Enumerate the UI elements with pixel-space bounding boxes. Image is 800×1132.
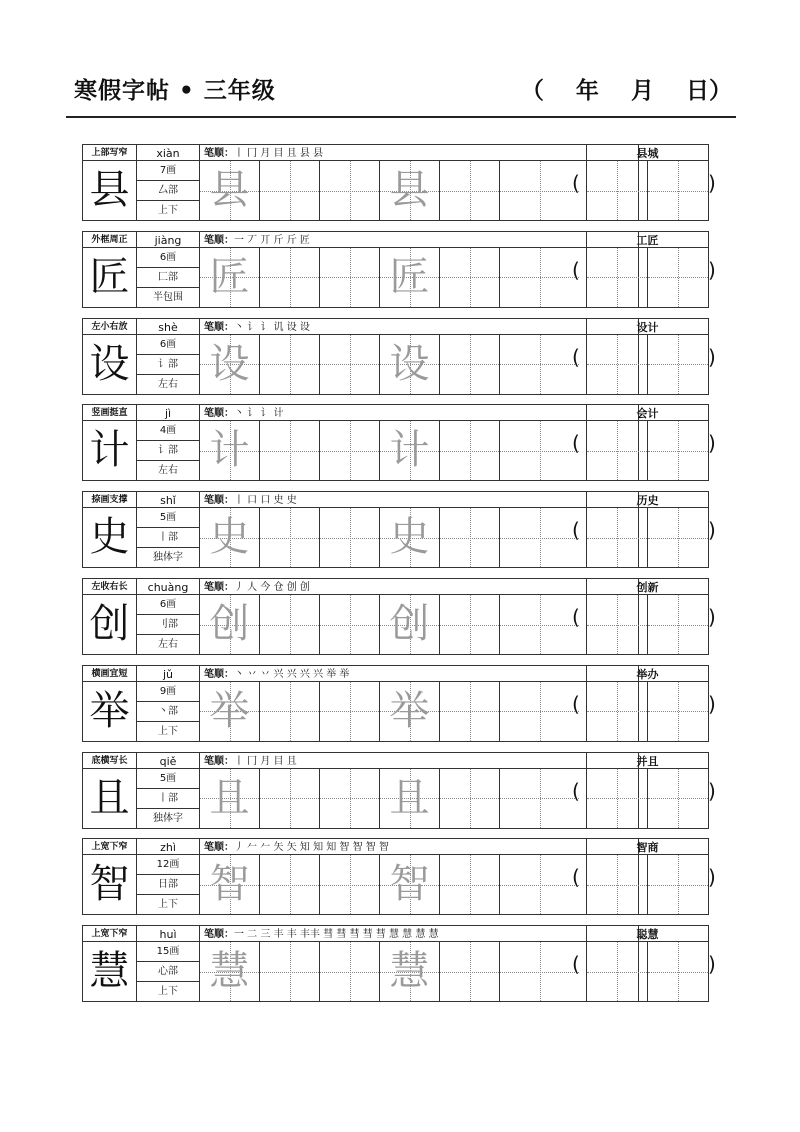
open-paren: ( bbox=[572, 344, 580, 369]
practice-cell[interactable] bbox=[500, 942, 579, 1001]
trace-cell[interactable] bbox=[380, 595, 440, 654]
word-cell[interactable] bbox=[648, 508, 708, 567]
radical: 讠部 bbox=[137, 355, 199, 375]
close-paren: ) bbox=[708, 518, 716, 543]
structure: 上下 bbox=[158, 899, 178, 911]
trace-character: 县 bbox=[389, 167, 430, 213]
radical: 刂部 bbox=[137, 615, 199, 635]
trace-character: 史 bbox=[389, 514, 430, 561]
stroke-order-label: 笔顺： bbox=[204, 234, 234, 246]
word-cell[interactable] bbox=[648, 855, 708, 914]
practice-cell[interactable] bbox=[260, 595, 320, 654]
structure: 上下 bbox=[158, 986, 178, 998]
word-label: 历史 bbox=[586, 491, 709, 508]
word-cell[interactable] bbox=[648, 769, 708, 828]
stroke-order-sequence: 丶 讠 讠 计 bbox=[234, 408, 284, 420]
trace-character: 且 bbox=[389, 774, 430, 821]
practice-cell[interactable] bbox=[440, 942, 500, 1001]
stroke-order-sequence: 一 二 三 丰 丰 丰丰 彗 彗 彗 彗 彗 慧 慧 慧 慧 bbox=[234, 929, 439, 941]
practice-cell[interactable] bbox=[500, 248, 579, 307]
stroke-order bbox=[200, 752, 639, 769]
stroke-order-sequence: 丶 丷 丷 兴 兴 兴 兴 举 举 bbox=[234, 668, 350, 680]
trace-cell[interactable] bbox=[380, 161, 440, 220]
pinyin: zhì bbox=[137, 838, 200, 855]
practice-block bbox=[82, 665, 716, 743]
practice-block bbox=[82, 231, 716, 309]
model-character: 举 bbox=[82, 682, 137, 742]
trace-cell[interactable] bbox=[380, 682, 440, 741]
trace-character: 计 bbox=[209, 427, 250, 474]
stroke-order-label: 笔顺： bbox=[204, 408, 234, 420]
model-character: 匠 bbox=[82, 248, 137, 308]
practice-cell[interactable] bbox=[260, 335, 320, 394]
trace-cell[interactable] bbox=[380, 248, 440, 307]
trace-cell[interactable] bbox=[200, 421, 260, 480]
trace-character: 设 bbox=[389, 340, 430, 387]
stroke-order bbox=[200, 578, 639, 595]
word-practice-box bbox=[586, 855, 709, 915]
practice-cell[interactable] bbox=[440, 682, 500, 741]
stroke-order-sequence: 丿 𠂉 𠂉 矢 矢 知 知 知 智 智 智 智 bbox=[234, 842, 389, 854]
pinyin: shǐ bbox=[137, 491, 200, 508]
trace-character: 县 bbox=[209, 167, 250, 213]
open-paren: ( bbox=[572, 518, 580, 543]
practice-cell[interactable] bbox=[500, 161, 579, 220]
stroke-count: 5画 bbox=[137, 769, 199, 789]
stroke-order bbox=[200, 665, 639, 682]
close-paren: ) bbox=[708, 171, 716, 195]
stroke-count: 6画 bbox=[137, 248, 199, 268]
trace-cell[interactable] bbox=[200, 508, 260, 567]
writing-tip: 上宽下窄 bbox=[82, 838, 137, 855]
word-label: 智商 bbox=[586, 838, 709, 855]
practice-cell[interactable] bbox=[500, 595, 579, 654]
model-character: 史 bbox=[82, 508, 137, 568]
trace-character: 举 bbox=[209, 687, 250, 734]
structure: 左右 bbox=[158, 639, 178, 650]
character-info bbox=[137, 855, 200, 915]
writing-tip: 外框周正 bbox=[82, 231, 137, 248]
practice-block bbox=[82, 925, 716, 1003]
word-label: 创新 bbox=[586, 578, 709, 595]
structure: 独体字 bbox=[153, 812, 183, 824]
trace-character: 史 bbox=[209, 514, 250, 561]
stroke-order-sequence: 丶 讠 讠 讥 设 设 bbox=[234, 321, 310, 333]
trace-cell[interactable] bbox=[380, 942, 440, 1001]
radical: 丶部 bbox=[137, 702, 199, 722]
structure: 左右 bbox=[158, 465, 178, 477]
word-label: 举办 bbox=[586, 665, 709, 682]
stroke-count: 5画 bbox=[137, 508, 199, 528]
practice-cell[interactable] bbox=[440, 508, 500, 567]
trace-character: 设 bbox=[209, 340, 250, 387]
word-practice-box bbox=[586, 769, 709, 829]
model-character: 智 bbox=[82, 855, 137, 915]
practice-cell[interactable] bbox=[500, 855, 579, 914]
pinyin: jiàng bbox=[137, 231, 200, 248]
stroke-order bbox=[200, 925, 639, 942]
word-label: 设计 bbox=[586, 318, 709, 335]
trace-cell[interactable] bbox=[380, 335, 440, 394]
word-label: 会计 bbox=[586, 404, 709, 421]
word-practice-box bbox=[586, 508, 709, 568]
practice-cell[interactable] bbox=[260, 682, 320, 741]
word-cell[interactable] bbox=[648, 161, 708, 220]
practice-cell[interactable] bbox=[260, 508, 320, 567]
open-paren: ( bbox=[572, 431, 580, 456]
stroke-order-label: 笔顺： bbox=[204, 495, 234, 507]
practice-block bbox=[82, 144, 716, 222]
practice-cell[interactable] bbox=[500, 682, 579, 741]
open-paren: ( bbox=[572, 605, 580, 629]
trace-cell[interactable] bbox=[380, 421, 440, 480]
stroke-count: 6画 bbox=[137, 335, 199, 355]
trace-cell[interactable] bbox=[200, 595, 260, 654]
trace-cell[interactable] bbox=[380, 855, 440, 914]
model-character: 县 bbox=[82, 161, 137, 221]
trace-character: 智 bbox=[209, 861, 250, 908]
practice-cell[interactable] bbox=[260, 855, 320, 914]
stroke-count: 9画 bbox=[137, 682, 199, 702]
writing-tip: 底横写长 bbox=[82, 752, 137, 769]
word-cell[interactable] bbox=[648, 942, 708, 1001]
model-character: 计 bbox=[82, 421, 137, 481]
practice-cell[interactable] bbox=[440, 335, 500, 394]
character-info bbox=[137, 595, 200, 655]
word-cell[interactable] bbox=[587, 508, 648, 567]
trace-character: 智 bbox=[389, 861, 430, 908]
radical: 讠部 bbox=[137, 441, 199, 461]
stroke-order-sequence: 一 丆 丌 斤 斤 匠 bbox=[234, 234, 310, 246]
character-info bbox=[137, 421, 200, 481]
stroke-order bbox=[200, 318, 639, 335]
writing-tip: 左收右长 bbox=[82, 578, 137, 595]
stroke-order-sequence: 丨 冂 月 目 且 县 县 bbox=[234, 148, 324, 159]
word-practice-box bbox=[586, 161, 709, 221]
trace-character: 计 bbox=[389, 427, 430, 474]
stroke-order bbox=[200, 491, 639, 508]
pinyin: huì bbox=[137, 925, 200, 942]
trace-cell[interactable] bbox=[380, 769, 440, 828]
trace-cell[interactable] bbox=[380, 508, 440, 567]
writing-tip: 横画宜短 bbox=[82, 665, 137, 682]
character-info bbox=[137, 161, 200, 221]
writing-tip: 上部写窄 bbox=[82, 144, 137, 161]
open-paren: ( bbox=[572, 257, 580, 282]
word-label: 工匠 bbox=[586, 231, 709, 248]
stroke-order-label: 笔顺： bbox=[204, 929, 234, 941]
header-rule bbox=[66, 116, 736, 118]
trace-character: 创 bbox=[389, 601, 430, 647]
practice-cell[interactable] bbox=[440, 161, 500, 220]
word-cell[interactable] bbox=[587, 248, 648, 307]
trace-cell[interactable] bbox=[200, 769, 260, 828]
word-label: 县城 bbox=[586, 144, 709, 161]
pinyin: xiàn bbox=[137, 144, 200, 161]
practice-cell[interactable] bbox=[500, 421, 579, 480]
stroke-order-sequence: 丨 冂 月 目 且 bbox=[234, 755, 297, 767]
practice-cell[interactable] bbox=[320, 942, 380, 1001]
practice-cell[interactable] bbox=[260, 769, 320, 828]
close-paren: ) bbox=[708, 778, 716, 803]
character-info bbox=[137, 942, 200, 1002]
practice-cell[interactable] bbox=[320, 769, 380, 828]
stroke-order-label: 笔顺： bbox=[204, 148, 234, 159]
trace-cell[interactable] bbox=[200, 335, 260, 394]
practice-cell[interactable] bbox=[260, 161, 320, 220]
word-cell[interactable] bbox=[587, 942, 648, 1001]
close-paren: ) bbox=[708, 257, 716, 282]
practice-cell[interactable] bbox=[440, 421, 500, 480]
stroke-order-label: 笔顺： bbox=[204, 321, 234, 333]
practice-cell[interactable] bbox=[320, 595, 380, 654]
trace-character: 慧 bbox=[209, 948, 250, 995]
stroke-order-sequence: 丨 口 口 史 史 bbox=[234, 495, 297, 507]
word-cell[interactable] bbox=[587, 595, 648, 654]
model-character: 创 bbox=[82, 595, 137, 655]
structure: 上下 bbox=[158, 725, 178, 737]
practice-block bbox=[82, 752, 716, 830]
practice-cell[interactable] bbox=[500, 508, 579, 567]
practice-block bbox=[82, 838, 716, 916]
stroke-count: 7画 bbox=[137, 161, 199, 181]
stroke-order bbox=[200, 231, 639, 248]
stroke-order bbox=[200, 144, 639, 161]
word-cell[interactable] bbox=[648, 595, 708, 654]
writing-tip: 左小右放 bbox=[82, 318, 137, 335]
close-paren: ) bbox=[708, 952, 716, 977]
structure: 左右 bbox=[158, 378, 178, 390]
stroke-order-sequence: 丿 人 今 仓 创 创 bbox=[234, 582, 310, 593]
stroke-count: 4画 bbox=[137, 421, 199, 441]
trace-character: 匠 bbox=[389, 253, 430, 300]
practice-cell[interactable] bbox=[320, 508, 380, 567]
stroke-order-label: 笔顺： bbox=[204, 842, 234, 854]
radical: 厶部 bbox=[137, 181, 199, 201]
word-practice-box bbox=[586, 335, 709, 395]
word-practice-box bbox=[586, 248, 709, 308]
model-character: 且 bbox=[82, 769, 137, 829]
character-info bbox=[137, 335, 200, 395]
radical: 日部 bbox=[137, 875, 199, 895]
practice-cell[interactable] bbox=[320, 248, 380, 307]
word-cell[interactable] bbox=[587, 769, 648, 828]
character-info bbox=[137, 508, 200, 568]
model-character: 慧 bbox=[82, 942, 137, 1002]
writing-tip: 捺画支撑 bbox=[82, 491, 137, 508]
practice-cell[interactable] bbox=[500, 769, 579, 828]
pinyin: jǔ bbox=[137, 665, 200, 682]
radical: 丨部 bbox=[137, 528, 199, 548]
trace-cell[interactable] bbox=[200, 161, 260, 220]
word-cell[interactable] bbox=[587, 421, 648, 480]
trace-cell[interactable] bbox=[200, 942, 260, 1001]
open-paren: ( bbox=[572, 952, 580, 977]
stroke-order-label: 笔顺： bbox=[204, 755, 234, 767]
date-field: （ 年 月 日） bbox=[520, 78, 732, 104]
practice-cell[interactable] bbox=[260, 421, 320, 480]
writing-tip: 上宽下窄 bbox=[82, 925, 137, 942]
word-cell[interactable] bbox=[587, 161, 648, 220]
open-paren: ( bbox=[572, 778, 580, 803]
word-cell[interactable] bbox=[648, 248, 708, 307]
trace-character: 慧 bbox=[389, 948, 430, 995]
practice-cell[interactable] bbox=[320, 682, 380, 741]
stroke-order bbox=[200, 838, 639, 855]
stroke-order-label: 笔顺： bbox=[204, 668, 234, 680]
practice-cell[interactable] bbox=[320, 855, 380, 914]
practice-cell[interactable] bbox=[260, 248, 320, 307]
trace-character: 举 bbox=[389, 687, 430, 734]
stroke-count: 12画 bbox=[137, 855, 199, 875]
practice-cell[interactable] bbox=[320, 161, 380, 220]
close-paren: ) bbox=[708, 344, 716, 369]
trace-character: 匠 bbox=[209, 253, 250, 300]
structure: 独体字 bbox=[153, 552, 183, 564]
pinyin: jì bbox=[137, 404, 200, 421]
close-paren: ) bbox=[708, 691, 716, 716]
close-paren: ) bbox=[708, 605, 716, 629]
radical: 丨部 bbox=[137, 789, 199, 809]
open-paren: ( bbox=[572, 691, 580, 716]
practice-block bbox=[82, 404, 716, 482]
pinyin: qiě bbox=[137, 752, 200, 769]
model-character: 设 bbox=[82, 335, 137, 395]
close-paren: ) bbox=[708, 431, 716, 456]
trace-cell[interactable] bbox=[200, 682, 260, 741]
word-practice-box bbox=[586, 942, 709, 1002]
page-title: 寒假字帖 • 三年级 bbox=[74, 78, 276, 104]
trace-character: 创 bbox=[209, 601, 250, 647]
word-cell[interactable] bbox=[587, 335, 648, 394]
practice-cell[interactable] bbox=[320, 421, 380, 480]
radical: 心部 bbox=[137, 962, 199, 982]
practice-block bbox=[82, 318, 716, 396]
stroke-count: 6画 bbox=[137, 595, 199, 615]
structure: 上下 bbox=[158, 205, 178, 216]
open-paren: ( bbox=[572, 865, 580, 890]
trace-cell[interactable] bbox=[200, 855, 260, 914]
word-cell[interactable] bbox=[648, 682, 708, 741]
practice-cell[interactable] bbox=[440, 855, 500, 914]
practice-cell[interactable] bbox=[320, 335, 380, 394]
radical: 匚部 bbox=[137, 268, 199, 288]
practice-block bbox=[82, 578, 716, 656]
word-practice-box bbox=[586, 595, 709, 655]
trace-cell[interactable] bbox=[200, 248, 260, 307]
word-cell[interactable] bbox=[648, 421, 708, 480]
practice-cell[interactable] bbox=[500, 335, 579, 394]
character-info bbox=[137, 248, 200, 308]
pinyin: chuàng bbox=[137, 578, 200, 595]
word-label: 并且 bbox=[586, 752, 709, 769]
practice-block bbox=[82, 491, 716, 569]
character-info bbox=[137, 682, 200, 742]
close-paren: ) bbox=[708, 865, 716, 890]
pinyin: shè bbox=[137, 318, 200, 335]
word-cell[interactable] bbox=[648, 335, 708, 394]
word-cell[interactable] bbox=[587, 855, 648, 914]
page-header bbox=[66, 72, 736, 112]
stroke-order bbox=[200, 404, 639, 421]
practice-cell[interactable] bbox=[440, 769, 500, 828]
word-practice-box bbox=[586, 421, 709, 481]
word-practice-box bbox=[586, 682, 709, 742]
writing-tip: 竖画挺直 bbox=[82, 404, 137, 421]
word-cell[interactable] bbox=[587, 682, 648, 741]
trace-character: 且 bbox=[209, 774, 250, 821]
word-label: 聪慧 bbox=[586, 925, 709, 942]
practice-cell[interactable] bbox=[260, 942, 320, 1001]
practice-cell[interactable] bbox=[440, 248, 500, 307]
character-info bbox=[137, 769, 200, 829]
practice-cell[interactable] bbox=[440, 595, 500, 654]
open-paren: ( bbox=[572, 171, 580, 195]
stroke-count: 15画 bbox=[137, 942, 199, 962]
stroke-order-label: 笔顺： bbox=[204, 582, 234, 593]
structure: 半包围 bbox=[153, 291, 183, 303]
